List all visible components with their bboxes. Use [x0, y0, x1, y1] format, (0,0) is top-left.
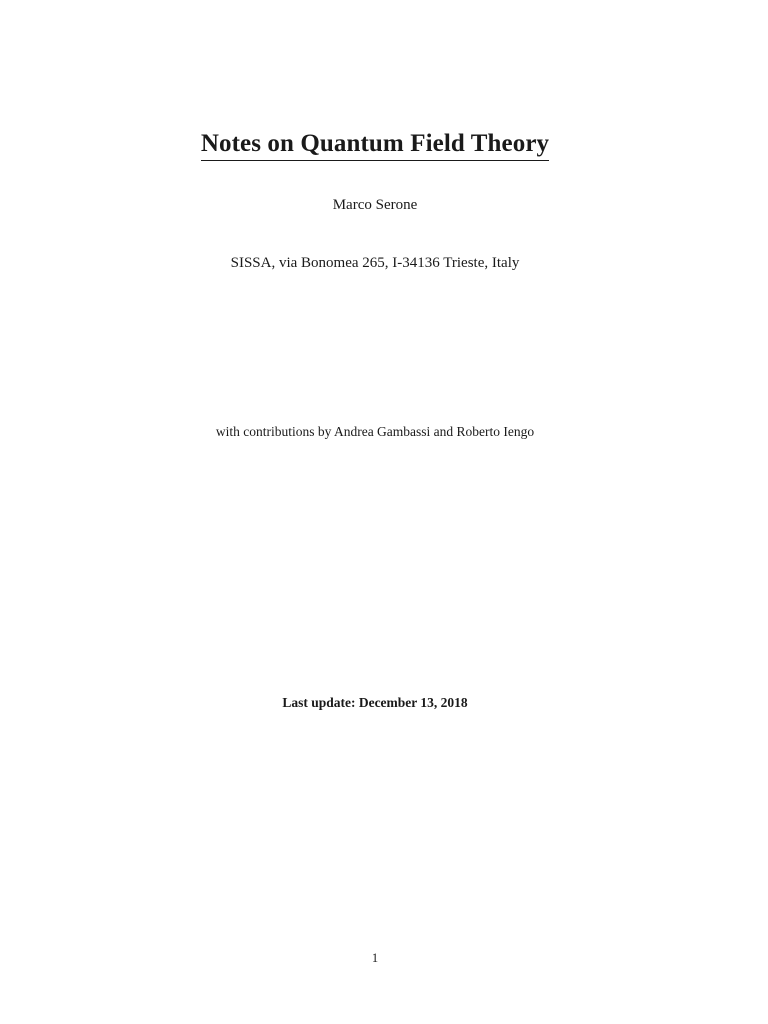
last-update-date: Last update: December 13, 2018 [282, 695, 468, 710]
author-name: Marco Serone [332, 197, 418, 213]
document-title: Notes on Quantum Field Theory [201, 128, 549, 161]
contributions-note: with contributions by Andrea Gambassi and Roberto Iengo [215, 424, 535, 439]
page-number: 1 [371, 951, 379, 965]
document-title-block [0, 127, 750, 161]
author-affiliation: SISSA, via Bonomea 265, I-34136 Trieste, Italy [230, 255, 520, 271]
